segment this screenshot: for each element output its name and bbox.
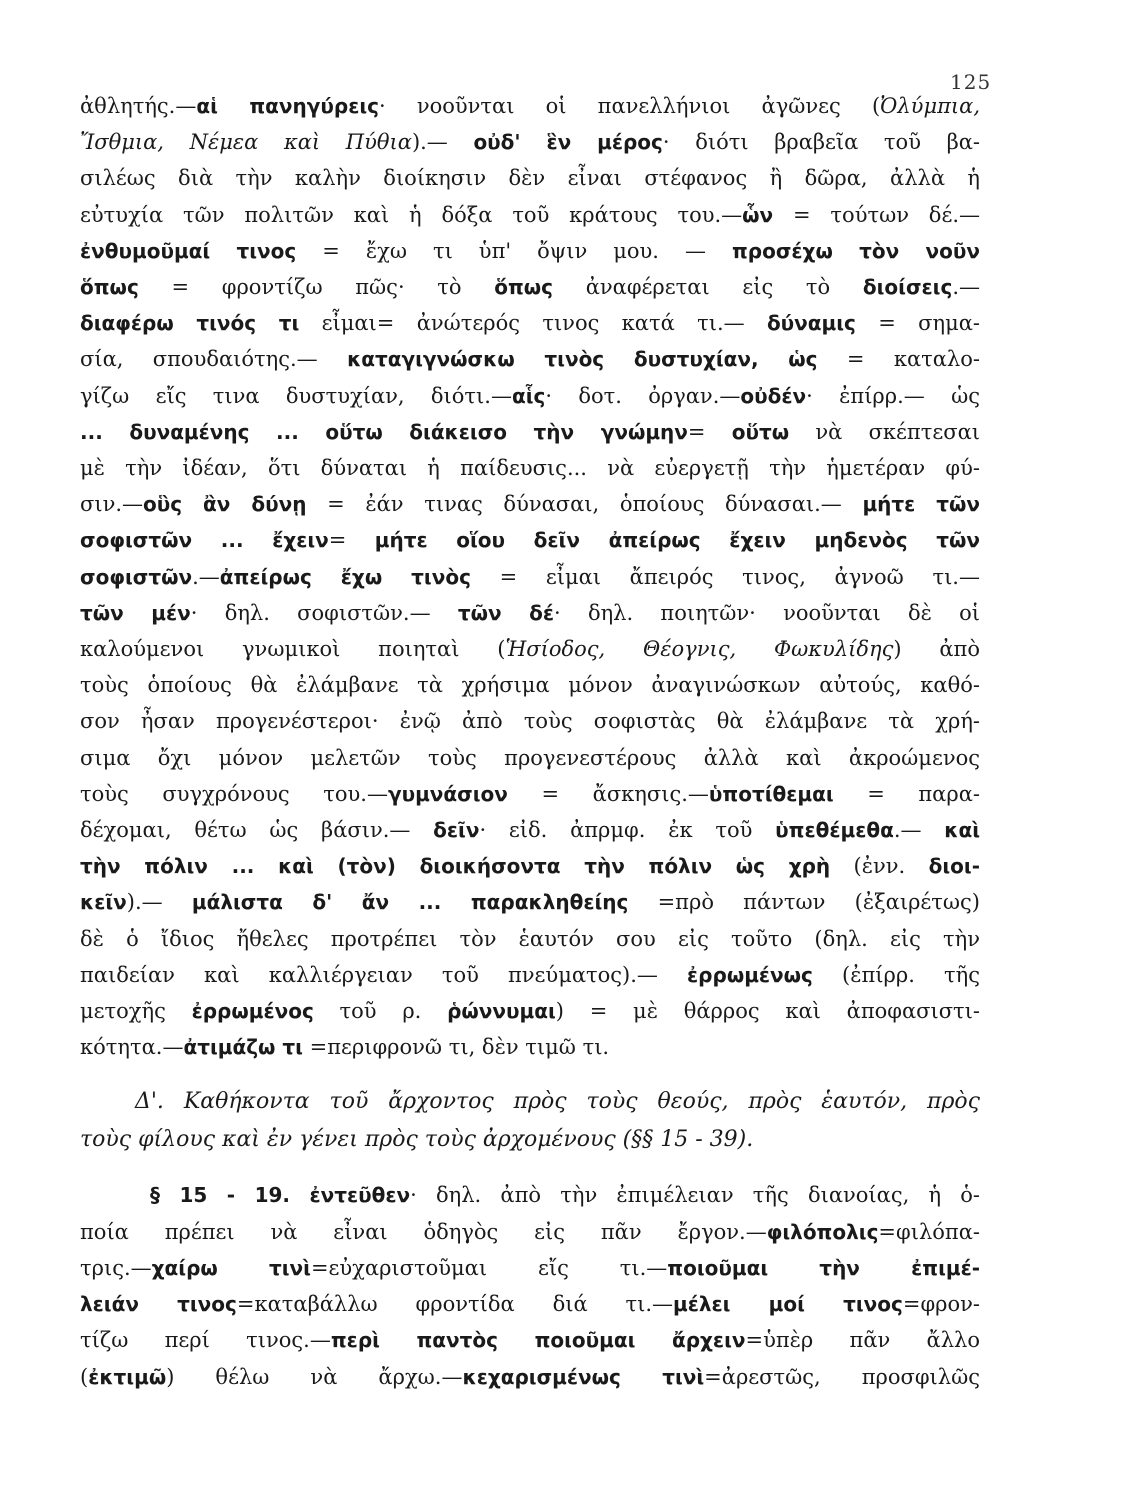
gloss-text: =πρὸ πάντων (ἐξαιρέτως) (628, 890, 980, 915)
page-body (80, 88, 980, 1395)
lemma: ὧν (742, 202, 774, 227)
lemma: ὅπως (494, 275, 554, 300)
gloss-text: τοῦ ρ. (313, 999, 448, 1024)
gloss-text: καλούμενοι γνωμικοὶ ποιηταὶ ( (80, 637, 506, 662)
text-line (80, 703, 980, 739)
lemma: ῥώννυμαι (447, 999, 556, 1024)
lemma: μέλει μοί τινος (673, 1292, 903, 1317)
lemma: οὐδέν (740, 383, 807, 408)
text-line (80, 776, 980, 812)
gloss-text: =ἀρεστῶς, προσφιλῶς (704, 1364, 980, 1389)
gloss-text: τίζω περί τινος.— (80, 1328, 331, 1353)
text-line (80, 921, 980, 957)
lemma: ἐρρωμένος (191, 999, 314, 1024)
lemma: ἐρρωμένως (687, 962, 813, 987)
section-heading (80, 1083, 980, 1159)
italic-text: Ἴσθμια, Νέμεα καὶ Πύθια (80, 130, 412, 155)
gloss-text: · δηλ. ἀπὸ τὴν ἐπιμέλειαν τῆς διανοίας, ἡ ὁ- (410, 1183, 980, 1208)
lemma: § 15 - 19. ἐντεῦθεν (150, 1183, 411, 1208)
text-line (80, 1359, 980, 1395)
gloss-text: δέχομαι, θέτω ὡς βάσιν.— (80, 818, 434, 843)
text-line (80, 1214, 980, 1250)
gloss-text: δὲ ὁ ἴδιος ἤθελες προτρέπει τὸν ἑαυτόν σου εἰς τοῦτο (δηλ. εἰς τὴν (80, 926, 980, 951)
gloss-text: εὐτυχία τῶν πολιτῶν καὶ ἡ δόξα τοῦ κράτους του.— (80, 202, 743, 227)
text-line (80, 269, 980, 305)
gloss-text: σιμα ὄχι μόνον μελετῶν τοὺς προγενεστέρους ἀλλὰ καὶ ἀκροώμενος (80, 745, 980, 770)
gloss-text: τρις.— (80, 1255, 152, 1280)
gloss-text: = τούτων δέ.— (773, 202, 980, 227)
text-line (80, 667, 980, 703)
gloss-text: ) θέλω νὰ ἄρχω.— (166, 1364, 463, 1389)
gloss-text: =περιφρονῶ τι, δὲν τιμῶ τι. (302, 1035, 610, 1060)
gloss-text: μὲ τὴν ἰδέαν, ὅτι δύναται ἡ παίδευσις... νὰ εὐεργετῇ τὴν ἡμετέραν φύ- (80, 456, 980, 481)
gloss-text: = ἔχω τι ὑπ' ὄψιν μου. — (296, 238, 732, 263)
text-line (80, 993, 980, 1029)
gloss-text: σιλέως διὰ τὴν καλὴν διοίκησιν δὲν εἶναι στέφανος ἢ δῶρα, ἀλλὰ ἡ (80, 166, 980, 191)
lemma: μήτε τῶν (862, 492, 980, 517)
gloss-text: · εἰδ. ἀπρμφ. ἐκ τοῦ (479, 818, 776, 843)
gloss-text: ).— (126, 890, 192, 915)
text-line (80, 1177, 980, 1213)
lemma: χαίρω τινὶ (151, 1255, 311, 1280)
lemma: αἷς (511, 383, 546, 408)
gloss-text: = ἄσκησις.— (507, 781, 709, 806)
gloss-text: =φρον- (902, 1292, 980, 1317)
lemma: οὕτω (731, 419, 790, 444)
gloss-text: τοὺς ὁποίους θὰ ἐλάμβανε τὰ χρήσιμα μόνον ἀναγινώσκων αὐτούς, καθό- (80, 673, 980, 698)
lemma: λειάν τινος (80, 1292, 237, 1317)
lemma: κεῖν (80, 890, 127, 915)
lemma: διαφέρω τινός τι (80, 311, 300, 336)
text-line (80, 848, 980, 884)
gloss-text: παιδείαν καὶ καλλιέργειαν τοῦ πνεύματος).— (80, 962, 688, 987)
text-line (80, 812, 980, 848)
lemma: τὴν πόλιν ... καὶ (τὸν) διοικήσοντα τὴν πόλιν ὡς χρὴ (80, 854, 831, 879)
gloss-text: ).— (411, 130, 474, 155)
gloss-text: = καταλο- (817, 347, 980, 372)
text-line (80, 631, 980, 667)
lemma: οὓς ἂν δύνῃ (143, 492, 307, 517)
italic-text: Ὀλύμπια, (880, 94, 980, 118)
gloss-text: κότητα.— (80, 1035, 184, 1060)
lemma: διοίσεις (862, 275, 953, 300)
gloss-text: =εὐχαριστοῦμαι εἴς τι.— (310, 1255, 668, 1280)
text-line (80, 1250, 980, 1286)
text-line (80, 378, 980, 414)
gloss-text: = ἐάν τινας δύνασαι, ὁποίους δύνασαι.— (306, 492, 863, 517)
gloss-text: · ἐπίρρ.— ὡς (806, 383, 980, 408)
gloss-text: .— (192, 564, 220, 589)
lemma: ποιοῦμαι τὴν ἐπιμέ- (667, 1255, 980, 1280)
text-line (80, 740, 980, 776)
text-line (80, 414, 980, 450)
gloss-text: ) ἀπὸ (893, 637, 980, 662)
text-line (80, 233, 980, 269)
lemma: ὑποτίθεμαι (708, 781, 834, 806)
lemma: κεχαρισμένως τινὶ (462, 1364, 705, 1389)
lemma: μάλιστα δ' ἄν ... παρακληθείης (191, 890, 629, 915)
gloss-text: · δηλ. σοφιστῶν.— (190, 600, 458, 625)
gloss-text: =φιλόπα- (878, 1219, 980, 1244)
gloss-text: · νοοῦνται οἱ πανελλήνιοι ἀγῶνες ( (379, 94, 881, 118)
gloss-text: ἀθλητής.— (80, 94, 197, 118)
lemma: προσέχω τὸν νοῦν (731, 238, 980, 263)
lemma: διοι- (928, 854, 980, 879)
gloss-text: = (328, 528, 375, 553)
text-line (80, 486, 980, 522)
lemma: σοφιστῶν (80, 564, 193, 589)
text-line (80, 197, 980, 233)
lemma: καὶ (944, 818, 980, 843)
lemma: τῶν μέν (80, 600, 191, 625)
lemma: ἐκτιμῶ (88, 1364, 167, 1389)
gloss-text: νὰ σκέπτεσαι (789, 419, 980, 444)
gloss-text: (ἐνν. (830, 854, 929, 879)
text-line (80, 1029, 980, 1065)
text-line (80, 884, 980, 920)
gloss-text: ( (80, 1364, 89, 1389)
text-line (80, 341, 980, 377)
gloss-text: εἶμαι= ἀνώτερός τινος κατά τι.— (299, 311, 767, 336)
text-line (80, 124, 980, 160)
text-line (80, 305, 980, 341)
gloss-text: σιν.— (80, 492, 144, 517)
gloss-text: =ὑπὲρ πᾶν ἄλλο (745, 1328, 980, 1353)
section-15-19 (80, 1177, 980, 1394)
gloss-text: = παρα- (833, 781, 980, 806)
gloss-text: = σημα- (855, 311, 980, 336)
gloss-text: = (687, 419, 732, 444)
heading-line: τοὺς φίλους καὶ ἐν γένει πρὸς τοὺς ἀρχομένους (§§ 15 - 39). (80, 1127, 754, 1153)
lemma: οὐδ' ἓν μέρος (473, 130, 663, 155)
gloss-text: · δοτ. ὀργαν.— (545, 383, 741, 408)
gloss-text: τοὺς συγχρόνους του.— (80, 781, 388, 806)
heading-line: Δ'. Καθήκοντα τοῦ ἄρχοντος πρὸς τοὺς θεούς, πρὸς ἑαυτόν, πρὸς (135, 1089, 980, 1115)
lemma: αἱ πανηγύρεις (196, 94, 379, 118)
gloss-text: ποία πρέπει νὰ εἶναι ὁδηγὸς εἰς πᾶν ἔργον.— (80, 1219, 767, 1244)
gloss-text: · διότι βραβεῖα τοῦ βα- (662, 130, 980, 155)
gloss-text: γίζω εἴς τινα δυστυχίαν, διότι.— (80, 383, 512, 408)
text-line (80, 88, 980, 124)
gloss-text: μετοχῆς (80, 999, 192, 1024)
gloss-text: σία, σπουδαιότης.— (80, 347, 348, 372)
lemma: φιλόπολις (766, 1219, 879, 1244)
text-line (80, 595, 980, 631)
text-line (80, 1286, 980, 1322)
lemma: ... δυναμένης ... οὕτω διάκεισο τὴν γνώμην (80, 419, 688, 444)
lemma: γυμνάσιον (387, 781, 508, 806)
gloss-text: ἀναφέρεται εἰς τὸ (553, 275, 863, 300)
italic-text: Ἡσίοδος, Θέογνις, Φωκυλίδης (505, 637, 894, 662)
glossary-block (80, 88, 980, 1065)
text-line (80, 957, 980, 993)
lemma: ἀτιμάζω τι (183, 1035, 303, 1060)
gloss-text: .— (952, 275, 980, 300)
text-line (80, 450, 980, 486)
gloss-text: ) = μὲ θάρρος καὶ ἀποφασιστι- (555, 999, 980, 1024)
text-line (80, 522, 980, 558)
text-line (80, 1322, 980, 1358)
gloss-text: = φροντίζω πῶς· τὸ (138, 275, 495, 300)
lemma: καταγιγνώσκω τινὸς δυστυχίαν, ὡς (347, 347, 818, 372)
lemma: ὑπεθέμεθα (775, 818, 894, 843)
lemma: δύναμις (766, 311, 856, 336)
gloss-text: σον ἦσαν προγενέστεροι· ἐνῷ ἀπὸ τοὺς σοφιστὰς θὰ ἐλάμβανε τὰ χρή- (80, 709, 980, 734)
lemma: τῶν δέ (457, 600, 555, 625)
text-line (80, 559, 980, 595)
lemma: ἀπείρως ἔχω τινὸς (219, 564, 471, 589)
lemma: ὅπως (80, 275, 139, 300)
lemma: σοφιστῶν ... ἔχειν (80, 528, 329, 553)
gloss-text: (ἐπίρρ. τῆς (812, 962, 980, 987)
gloss-text: · δηλ. ποιητῶν· νοοῦνται δὲ οἱ (554, 600, 980, 625)
lemma: δεῖν (433, 818, 480, 843)
page-number: 125 (950, 70, 992, 94)
lemma: περὶ παντὸς ποιοῦμαι ἄρχειν (330, 1328, 746, 1353)
text-line (80, 160, 980, 196)
gloss-text: =καταβάλλω φροντίδα διά τι.— (236, 1292, 674, 1317)
gloss-text: .— (893, 818, 945, 843)
lemma: ἐνθυμοῦμαί τινος (80, 238, 297, 263)
lemma: μήτε οἵου δεῖν ἀπείρως ἔχειν μηδενὸς τῶν (374, 528, 980, 553)
gloss-text: = εἶμαι ἄπειρός τινος, ἀγνοῶ τι.— (470, 564, 980, 589)
